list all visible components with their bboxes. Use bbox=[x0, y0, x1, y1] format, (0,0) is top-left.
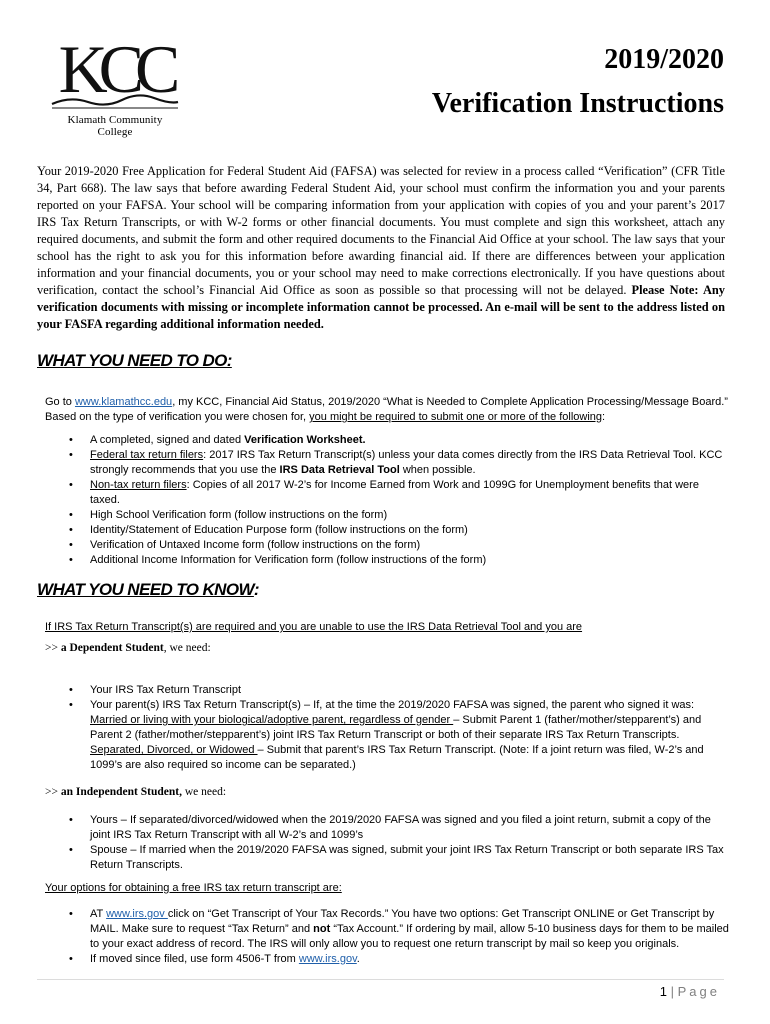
academic-year: 2019/2020 bbox=[604, 44, 724, 75]
item-text: : 2017 IRS Tax Return Transcript(s) unless your data comes directly from the IRS Data Retrieval Tool. KCC strongly recommends that you use the bbox=[90, 449, 723, 476]
item-text: : Copies of all 2017 W-2’s for Income Earned from Work and 1099G for Unemployment benefits that were taxed. bbox=[90, 479, 699, 506]
married-label: Married or living with your biological/adoptive parent, regardless of gender bbox=[90, 714, 454, 726]
college-name: Klamath Community College bbox=[67, 114, 163, 138]
page-separator: | bbox=[670, 984, 674, 999]
kcc-logo-mark bbox=[50, 34, 180, 112]
list-item bbox=[45, 433, 730, 448]
kcc-logo-letters: KCC bbox=[58, 34, 172, 107]
independent-list bbox=[45, 813, 730, 873]
item-text: . bbox=[356, 953, 360, 965]
intro-text: Your 2019-2020 Free Application for Federal Student Aid (FAFSA) was selected for review in a process called “Verification” (CFR Title 34, Part 668). The law says that before awarding Federal Student Aid, your school must confirm the information you and your parents reported on your FAFSA. Your school will be comparing information from your application with copies of you and your parent’s 2017 IRS Tax Return Transcripts, or with W-2 forms or other financial documents. You must complete and sign this worksheet, attach any required documents, and submit the form and other required documents to the Financial Aid Office at your school. The law says that your school has the right to ask you for this information before awarding financial aid. If there are differences between your application information and your financial documents, you or your school may need to make corrections electronically. If you have questions about verification, contact the school’s Financial Aid Office as soon as possible so that processing will not be delayed. bbox=[37, 164, 725, 297]
intro-paragraph bbox=[37, 163, 725, 333]
drt-text: IRS Data Retrieval Tool bbox=[279, 464, 400, 476]
item-text: “Tax Account.” If ordering by mail, allow 5-10 business days for them to be mailed to your exact address of record. The IRS will only allow you to request one return transcript by mail so keep you originals. bbox=[90, 923, 729, 950]
what-to-do-paragraph bbox=[45, 395, 730, 425]
item-text: AT bbox=[90, 908, 107, 920]
list-item bbox=[45, 448, 730, 478]
item-text: A completed, signed and dated bbox=[90, 434, 245, 446]
page-label: Page bbox=[677, 984, 720, 999]
item-text: Your parent(s) IRS Tax Return Transcript(s) – If, at the time the 2019/2020 FAFSA was signed, the parent who signed it was: bbox=[90, 699, 695, 711]
independent-student-heading bbox=[45, 786, 730, 798]
klamathcc-link[interactable]: www.klamathcc.edu bbox=[74, 396, 173, 408]
heading-what-to-do: WHAT YOU NEED TO DO: bbox=[37, 351, 232, 370]
verification-worksheet-text: Verification Worksheet. bbox=[244, 434, 366, 446]
not-text: not bbox=[313, 923, 331, 935]
item-text: – Submit Parent 1 (father/mother/stepparent’s) and Parent 2 (father/mother/stepparent’s) joint IRS Tax Return Transcript or both of their separate IRS Tax Return Transcripts. bbox=[90, 714, 702, 741]
list-item: • Additional Income Information for Verification form (follow instructions of the form) bbox=[45, 553, 730, 568]
heading-text: WHAT YOU NEED TO KNOW bbox=[37, 580, 254, 599]
colon-text: : bbox=[602, 411, 606, 423]
options-list bbox=[45, 907, 730, 967]
status-path-text: , my KCC, Financial Aid Status, 2019/2020 “What is Needed to Complete Application Processing/Message Board.” Based on the type of verification you were chosen for, bbox=[45, 396, 728, 423]
independent-label: an Independent Student, bbox=[60, 786, 182, 798]
irs-gov-link-2[interactable]: www.irs.gov bbox=[298, 953, 357, 965]
heading-what-to-know bbox=[37, 580, 259, 600]
options-heading: Your options for obtaining a free IRS tax return transcript are: bbox=[45, 882, 342, 894]
separated-label: Separated, Divorced, or Widowed bbox=[90, 744, 258, 756]
list-item: • High School Verification form (follow instructions on the form) bbox=[45, 508, 730, 523]
irs-gov-link[interactable]: www.irs.gov bbox=[106, 908, 168, 920]
go-to-text: Go to bbox=[45, 396, 75, 408]
list-item: • Identity/Statement of Education Purpose form (follow instructions on the form) bbox=[45, 523, 730, 538]
required-submit-text: you might be required to submit one or more of the following bbox=[309, 411, 603, 423]
dependent-label: a Dependent Student bbox=[60, 642, 164, 654]
list-item: • Spouse – If married when the 2019/2020 FAFSA was signed, submit your joint IRS Tax Return Transcript or both separate IRS Tax Return Transcripts. bbox=[45, 843, 730, 873]
page-title: Verification Instructions bbox=[431, 88, 724, 119]
item-text: If moved since filed, use form 4506-T from bbox=[90, 953, 299, 965]
list-item: • Verification of Untaxed Income form (follow instructions on the form) bbox=[45, 538, 730, 553]
kcc-logo bbox=[50, 34, 180, 138]
list-item bbox=[45, 478, 730, 508]
list-item: • Yours – If separated/divorced/widowed when the 2019/2020 FAFSA was signed and you filed a joint return, submit a copy of the joint IRS Tax Return Transcript with all W-2’s and 1099’s bbox=[45, 813, 730, 843]
prefix-text: >> bbox=[45, 642, 61, 654]
page-footer bbox=[660, 984, 720, 999]
list-item: • Your IRS Tax Return Transcript bbox=[45, 683, 730, 698]
item-text: click on “Get Transcript of Your Tax Records.” You have two options: Get Transcript ONLINE or Get Transcript by MAIL. Make sure to request “Tax Return” and bbox=[90, 908, 715, 935]
required-documents-list bbox=[45, 433, 730, 568]
if-irs-required-text: If IRS Tax Return Transcript(s) are required and you are unable to use the IRS Data Retrieval Tool and you are bbox=[45, 621, 583, 633]
dependent-list bbox=[45, 683, 730, 773]
intro-note: Please Note: Any verification documents with missing or incomplete information cannot be processed. An e-mail will be sent to the address listed on your FASFA regarding additional information needed. bbox=[37, 283, 725, 331]
federal-filers-label: Federal tax return filers bbox=[90, 449, 204, 461]
list-item bbox=[45, 952, 730, 967]
dependent-student-heading bbox=[45, 642, 730, 654]
non-tax-filers-label: Non-tax return filers bbox=[90, 479, 187, 491]
prefix-text: >> bbox=[45, 786, 61, 798]
list-item bbox=[45, 698, 730, 773]
page-number: 1 bbox=[659, 984, 667, 999]
footer-divider bbox=[37, 979, 724, 980]
suffix-text: , we need: bbox=[163, 642, 211, 654]
heading-colon: : bbox=[253, 580, 259, 599]
item-text: – Submit that parent’s IRS Tax Return Transcript. (Note: If a joint return was filed, W-2’s and 1099’s are also required so income can be separated.) bbox=[90, 744, 704, 771]
suffix-text: we need: bbox=[181, 786, 227, 798]
item-text: when possible. bbox=[399, 464, 476, 476]
list-item bbox=[45, 907, 730, 952]
